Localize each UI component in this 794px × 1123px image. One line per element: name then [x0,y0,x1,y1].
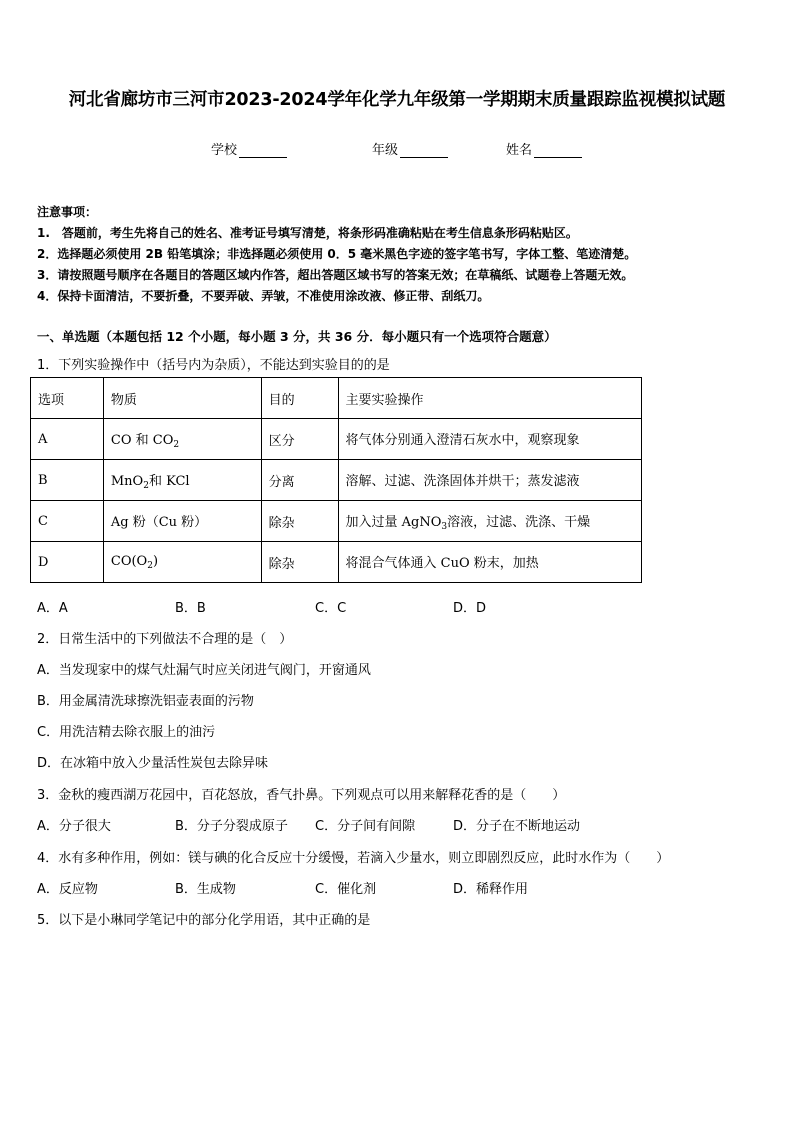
operation-cell [338,460,641,501]
table-row [31,460,642,501]
grade-label: 年级 [372,143,399,158]
option-b[interactable]: B．生成物 [175,882,236,897]
substance-text: MnO [110,473,144,489]
operation-cell [338,501,641,542]
header-cell: 主要实验操作 [338,378,641,419]
option-d[interactable]: D．D [453,601,487,616]
substance-cell [103,501,261,542]
option-b[interactable]: B．B [175,601,206,616]
note-item: 1. 答题前，考生先将自己的姓名、准考证号填写清楚，将条形码准确粘贴在考生信息条形码粘贴区。 [37,226,578,240]
purpose-cell: 除杂 [261,501,338,542]
grade-blank[interactable] [400,143,448,158]
note-item: 3．请按照题号顺序在各题目的答题区域内作答，超出答题区域书写的答案无效；在草稿纸、试题卷上答题无效。 [37,268,634,282]
grade-field [372,139,448,158]
question-4-options [37,878,737,898]
option-d[interactable]: D．分子在不断地运动 [453,819,581,834]
student-info-row [0,139,794,159]
purpose-cell: 分离 [261,460,338,501]
option-a[interactable]: A．反应物 [37,882,98,897]
substance-cell [103,419,261,460]
option-cell: B [31,460,104,501]
option-d[interactable]: D．在冰箱中放入少量活性炭包去除异味 [37,756,269,771]
substance-text: ) [152,553,159,569]
header-cell: 选项 [31,378,104,419]
table-header-row [31,378,642,419]
option-d[interactable]: D．稀释作用 [453,882,529,897]
header-cell: 目的 [261,378,338,419]
subscript: 2 [173,439,180,450]
option-c[interactable]: C．催化剂 [315,882,377,897]
substance-text: CO 和 CO [110,432,174,448]
operation-text: 将气体分别通入澄清石灰水中，观察现象 [345,432,580,448]
option-cell: A [31,419,104,460]
option-a[interactable]: A．当发现家中的煤气灶漏气时应关闭进气阀门，开窗通风 [37,663,371,678]
notes-block [37,202,636,307]
substance-text: 和 KCl [148,473,190,489]
option-b[interactable]: B．用金属清洗球擦洗铝壶表面的污物 [37,694,254,709]
question-2-stem: 2．日常生活中的下列做法不合理的是（ ） [37,632,293,647]
option-cell: C [31,501,104,542]
school-label: 学校 [211,143,238,158]
substance-cell [103,542,261,583]
operation-cell [338,542,641,583]
purpose-cell: 除杂 [261,542,338,583]
question-5-stem: 5．以下是小琳同学笔记中的部分化学用语，其中正确的是 [37,913,371,928]
substance-text: Ag 粉（Cu 粉） [110,514,208,530]
note-item: 4．保持卡面清洁，不要折叠，不要弄破、弄皱，不准使用涂改液、修正带、刮纸刀。 [37,289,490,303]
operation-text: 加入过量 AgNO [345,514,442,530]
header-cell: 物质 [103,378,261,419]
purpose-cell: 区分 [261,419,338,460]
section-title: 一、单选题（本题包括 12 个小题，每小题 3 分，共 36 分．每小题只有一个选项符合题意） [37,329,557,344]
option-c[interactable]: C．用洗洁精去除衣服上的油污 [37,725,216,740]
option-a[interactable]: A．分子很大 [37,819,111,834]
subscript: 2 [147,560,153,571]
subscript: 3 [441,521,448,532]
option-a[interactable]: A．A [37,601,68,616]
question-4-stem: 4．水有多种作用，例如：镁与碘的化合反应十分缓慢，若滴入少量水，则立即剧烈反应，此时水作为（ ） [37,851,670,866]
exam-title: 河北省廊坊市三河市2023-2024学年化学九年级第一学期期末质量跟踪监视模拟试题 [68,90,726,110]
option-cell: D [31,542,104,583]
table-row [31,419,642,460]
operation-text: 将混合气体通入 CuO 粉末，加热 [345,555,539,571]
name-label: 姓名 [506,143,533,158]
question-1-options [37,597,737,617]
name-blank[interactable] [534,143,582,158]
option-c[interactable]: C．C [315,601,347,616]
option-c[interactable]: C．分子间有间隙 [315,819,416,834]
notes-heading: 注意事项： [37,205,98,219]
school-field [211,139,287,158]
question-1-table [30,377,642,583]
table-row [31,501,642,542]
question-1-stem: 1．下列实验操作中（括号内为杂质），不能达到实验目的的是 [37,358,390,373]
question-3-stem: 3．金秋的瘦西湖万花园中，百花怒放，香气扑鼻。下列观点可以用来解释花香的是（ ） [37,788,566,803]
name-field [506,139,582,158]
note-item: 2．选择题必须使用 2B 铅笔填涂；非选择题必须使用 0．5 毫米黑色字迹的签字笔书写，字体工整、笔迹清楚。 [37,247,637,261]
question-3-options [37,815,737,835]
substance-text: CO(O [110,553,148,569]
school-blank[interactable] [239,143,287,158]
operation-text: 溶解、过滤、洗涤固体并烘干；蒸发滤液 [345,473,580,489]
option-b[interactable]: B．分子分裂成原子 [175,819,288,834]
substance-cell [103,460,261,501]
subscript: 2 [143,480,149,491]
operation-cell [338,419,641,460]
table-row [31,542,642,583]
operation-text: 溶液，过滤、洗涤、干燥 [447,514,591,530]
